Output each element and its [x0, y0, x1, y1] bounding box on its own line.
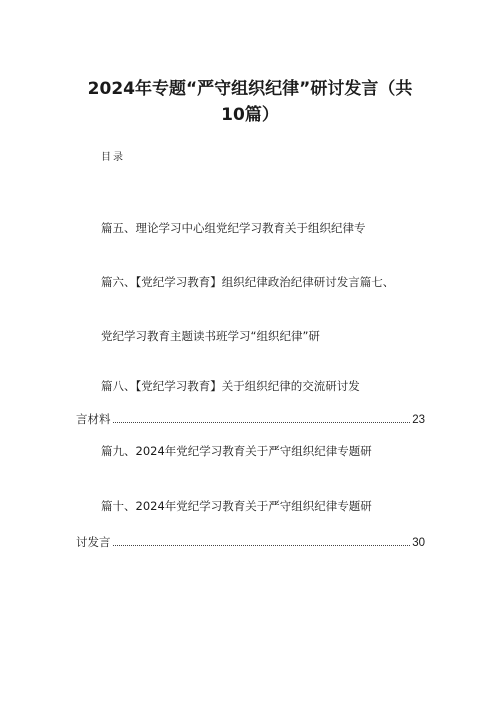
- toc-line: 党纪学习教育主题读书班学习“组织纪律”研: [101, 329, 320, 343]
- toc-line: 篇五、理论学习中心组党纪学习教育关于组织纪律专: [101, 221, 366, 235]
- toc-page-number: 30: [412, 537, 425, 549]
- toc-entry[interactable]: [76, 411, 425, 428]
- dot-leader: [113, 422, 411, 423]
- dot-leader: [113, 545, 411, 546]
- toc-page-number: 23: [412, 414, 425, 426]
- toc-line: 篇八、【党纪学习教育】关于组织纪律的交流研讨发: [101, 379, 360, 393]
- toc-entry[interactable]: [76, 534, 425, 551]
- document-title-line-2: 10篇）: [221, 105, 279, 125]
- toc-line: 篇六、【党纪学习教育】组织纪律政治纪律研讨发言篇七、: [101, 275, 395, 289]
- document-title-line-1: 2024年专题“严守组织纪律”研讨发言（共: [87, 79, 413, 99]
- toc-line: 篇九、2024年党纪学习教育关于严守组织纪律专题研: [101, 444, 372, 458]
- toc-line: 篇十、2024年党纪学习教育关于严守组织纪律专题研: [101, 499, 372, 513]
- toc-entry-text: 言材料: [76, 412, 111, 426]
- toc-entry-text: 讨发言: [76, 535, 111, 549]
- toc-heading: 目录: [101, 152, 125, 163]
